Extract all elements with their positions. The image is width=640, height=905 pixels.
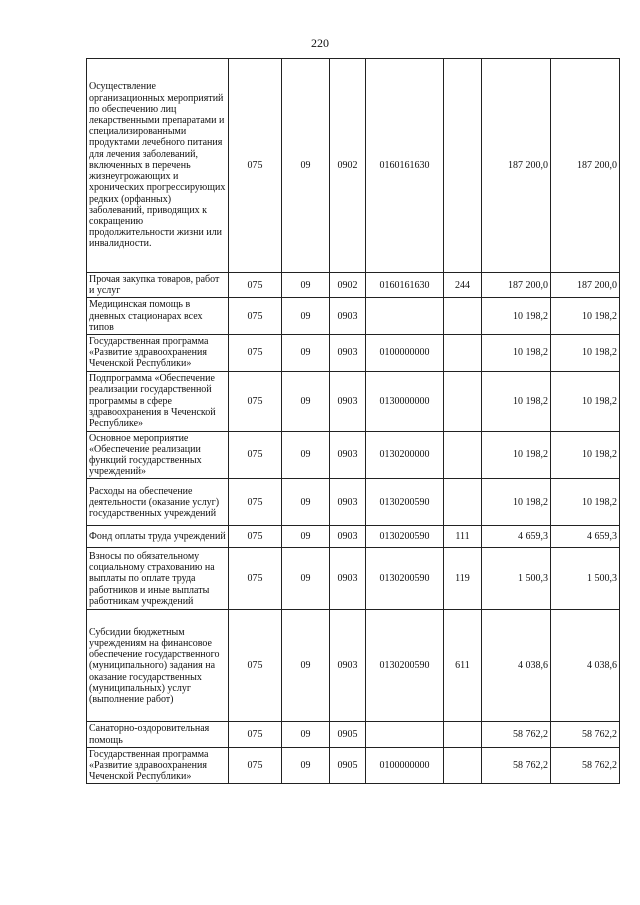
section-code-cell: 09: [282, 722, 330, 747]
subsection-code-cell: 0903: [330, 479, 366, 526]
table-row: [87, 526, 620, 548]
section-code-cell: 09: [282, 59, 330, 273]
amount-2-cell: 58 762,2: [551, 747, 620, 784]
amount-2-cell: 4 659,3: [551, 526, 620, 548]
amount-1-cell: 58 762,2: [482, 747, 551, 784]
amount-2-cell: 10 198,2: [551, 335, 620, 372]
row-name-cell: Основное мероприятие «Обеспечение реализации функций государственных учреждений»: [87, 431, 229, 479]
target-article-code-cell: 0130200000: [366, 431, 444, 479]
expense-type-code-cell: 119: [444, 548, 482, 610]
subsection-code-cell: 0903: [330, 298, 366, 335]
row-name-cell: Фонд оплаты труда учреждений: [87, 526, 229, 548]
amount-1-cell: 187 200,0: [482, 59, 551, 273]
expense-type-code-cell: 111: [444, 526, 482, 548]
amount-1-cell: 10 198,2: [482, 335, 551, 372]
row-name-cell: Расходы на обеспечение деятельности (оказание услуг) государственных учреждений: [87, 479, 229, 526]
ved-code-cell: 075: [229, 548, 282, 610]
target-article-code-cell: 0130200590: [366, 526, 444, 548]
amount-2-cell: 10 198,2: [551, 479, 620, 526]
table-body: [87, 59, 620, 784]
amount-2-cell: 10 198,2: [551, 431, 620, 479]
table-row: [87, 548, 620, 610]
table-row: [87, 431, 620, 479]
section-code-cell: 09: [282, 298, 330, 335]
expense-type-code-cell: [444, 722, 482, 747]
ved-code-cell: 075: [229, 722, 282, 747]
ved-code-cell: 075: [229, 479, 282, 526]
expense-type-code-cell: [444, 371, 482, 431]
ved-code-cell: 075: [229, 431, 282, 479]
amount-1-cell: 4 038,6: [482, 610, 551, 722]
amount-1-cell: 187 200,0: [482, 273, 551, 298]
section-code-cell: 09: [282, 610, 330, 722]
table-row: [87, 298, 620, 335]
section-code-cell: 09: [282, 526, 330, 548]
subsection-code-cell: 0903: [330, 335, 366, 372]
section-code-cell: 09: [282, 371, 330, 431]
ved-code-cell: 075: [229, 59, 282, 273]
target-article-code-cell: [366, 722, 444, 747]
table-row: [87, 371, 620, 431]
section-code-cell: 09: [282, 273, 330, 298]
target-article-code-cell: 0130200590: [366, 610, 444, 722]
row-name-cell: Государственная программа «Развитие здравоохранения Чеченской Республики»: [87, 335, 229, 372]
ved-code-cell: 075: [229, 298, 282, 335]
section-code-cell: 09: [282, 479, 330, 526]
expense-type-code-cell: [444, 298, 482, 335]
target-article-code-cell: 0130000000: [366, 371, 444, 431]
row-name-cell: Государственная программа «Развитие здравоохранения Чеченской Республики»: [87, 747, 229, 784]
row-name-cell: Медицинская помощь в дневных стационарах всех типов: [87, 298, 229, 335]
subsection-code-cell: 0903: [330, 548, 366, 610]
expense-type-code-cell: 611: [444, 610, 482, 722]
target-article-code-cell: 0100000000: [366, 335, 444, 372]
target-article-code-cell: 0160161630: [366, 59, 444, 273]
subsection-code-cell: 0903: [330, 371, 366, 431]
table-row: [87, 59, 620, 273]
table-row: [87, 479, 620, 526]
ved-code-cell: 075: [229, 747, 282, 784]
amount-1-cell: 10 198,2: [482, 298, 551, 335]
ved-code-cell: 075: [229, 526, 282, 548]
section-code-cell: 09: [282, 548, 330, 610]
amount-1-cell: 10 198,2: [482, 371, 551, 431]
table-row: [87, 610, 620, 722]
section-code-cell: 09: [282, 747, 330, 784]
expense-type-code-cell: 244: [444, 273, 482, 298]
row-name-cell: Взносы по обязательному социальному страхованию на выплаты по оплате труда работников и иные выплаты работникам учреждений: [87, 548, 229, 610]
subsection-code-cell: 0902: [330, 273, 366, 298]
expense-type-code-cell: [444, 479, 482, 526]
expense-type-code-cell: [444, 747, 482, 784]
ved-code-cell: 075: [229, 273, 282, 298]
row-name-cell: Субсидии бюджетным учреждениям на финансовое обеспечение государственного (муниципального) задания на оказание государственных (муниципальных) услуг (выполнение работ): [87, 610, 229, 722]
amount-2-cell: 187 200,0: [551, 59, 620, 273]
amount-1-cell: 10 198,2: [482, 431, 551, 479]
target-article-code-cell: 0130200590: [366, 479, 444, 526]
target-article-code-cell: [366, 298, 444, 335]
amount-2-cell: 4 038,6: [551, 610, 620, 722]
amount-2-cell: 10 198,2: [551, 298, 620, 335]
target-article-code-cell: 0130200590: [366, 548, 444, 610]
amount-2-cell: 1 500,3: [551, 548, 620, 610]
row-name-cell: Осуществление организационных мероприятий по обеспечению лиц лекарственными препаратами и специализированными продуктами лечебного питания для лечения заболеваний, включенных в перечень жизнеугрожающих и хронических прогрессирующих редких (орфанных) заболеваний, приводящих к сокращению продолжительности жизни или инвалидности.: [87, 59, 229, 273]
amount-1-cell: 58 762,2: [482, 722, 551, 747]
subsection-code-cell: 0905: [330, 747, 366, 784]
target-article-code-cell: 0160161630: [366, 273, 444, 298]
table-row: [87, 273, 620, 298]
row-name-cell: Прочая закупка товаров, работ и услуг: [87, 273, 229, 298]
amount-1-cell: 4 659,3: [482, 526, 551, 548]
expense-type-code-cell: [444, 431, 482, 479]
row-name-cell: Санаторно-оздоровительная помощь: [87, 722, 229, 747]
ved-code-cell: 075: [229, 371, 282, 431]
target-article-code-cell: 0100000000: [366, 747, 444, 784]
subsection-code-cell: 0903: [330, 431, 366, 479]
amount-1-cell: 1 500,3: [482, 548, 551, 610]
expense-type-code-cell: [444, 335, 482, 372]
amount-1-cell: 10 198,2: [482, 479, 551, 526]
budget-table: [86, 58, 620, 784]
table-row: [87, 335, 620, 372]
amount-2-cell: 58 762,2: [551, 722, 620, 747]
subsection-code-cell: 0903: [330, 610, 366, 722]
subsection-code-cell: 0902: [330, 59, 366, 273]
subsection-code-cell: 0903: [330, 526, 366, 548]
ved-code-cell: 075: [229, 610, 282, 722]
table-row: [87, 722, 620, 747]
subsection-code-cell: 0905: [330, 722, 366, 747]
section-code-cell: 09: [282, 431, 330, 479]
row-name-cell: Подпрограмма «Обеспечение реализации государственной программы в сфере здравоохранения в Чеченской Республике»: [87, 371, 229, 431]
page-number: 220: [311, 36, 329, 50]
expense-type-code-cell: [444, 59, 482, 273]
amount-2-cell: 10 198,2: [551, 371, 620, 431]
table-row: [87, 747, 620, 784]
ved-code-cell: 075: [229, 335, 282, 372]
amount-2-cell: 187 200,0: [551, 273, 620, 298]
section-code-cell: 09: [282, 335, 330, 372]
